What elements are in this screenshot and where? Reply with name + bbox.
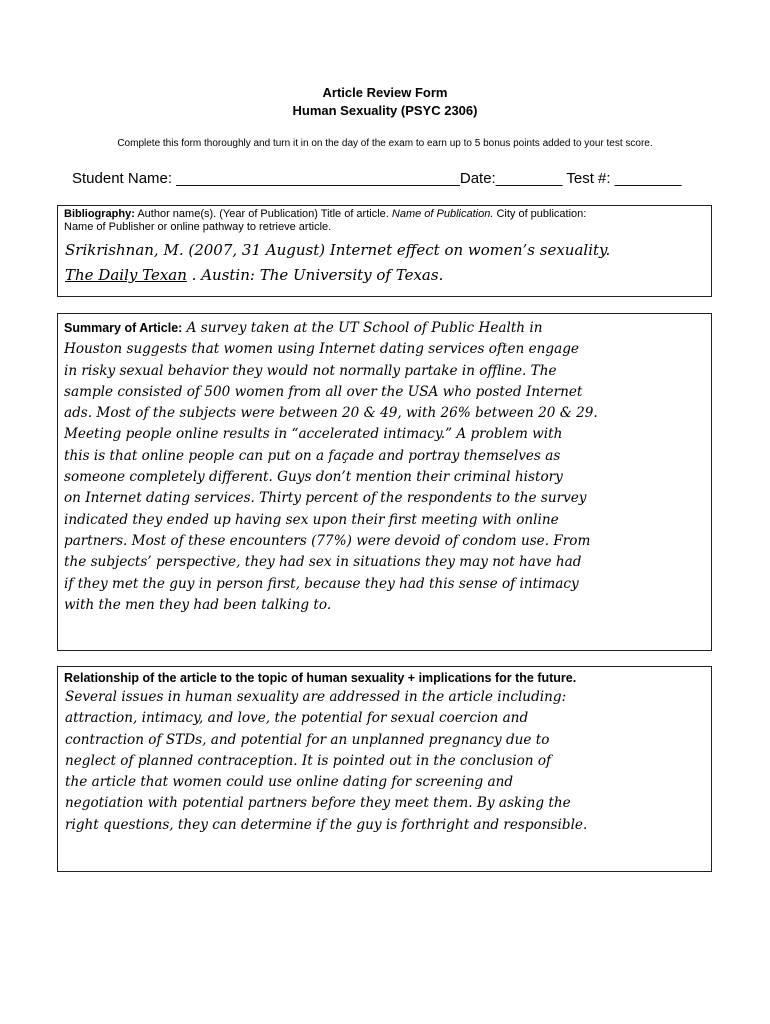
- form-instructions: Complete this form thoroughly and turn it in on the day of the exam to earn up to 5 bonus points added to your test score.: [117, 138, 653, 149]
- bibliography-format-line2: Name of Publisher or online pathway to retrieve article.: [64, 221, 332, 233]
- summary-text: [64, 318, 709, 616]
- course-title: Human Sexuality (PSYC 2306): [292, 103, 478, 118]
- relationship-box: [57, 666, 712, 872]
- bibliography-entry-line2: [65, 263, 705, 288]
- summary-line: on Internet dating services. Thirty percent of the respondents to the survey: [64, 490, 587, 507]
- relationship-line: right questions, they can determine if the guy is forthright and responsible.: [65, 816, 588, 833]
- relationship-line: attraction, intimacy, and love, the potential for sexual coercion and: [65, 710, 529, 727]
- summary-line: indicated they ended up having sex upon their first meeting with online: [64, 511, 559, 528]
- summary-line: sample consisted of 500 women from all over the USA who posted Internet: [64, 383, 583, 400]
- summary-line: this is that online people can put on a façade and portray themselves as: [64, 447, 561, 464]
- summary-line: with the men they had been talking to.: [64, 596, 332, 613]
- bibliography-label: Bibliography:: [64, 208, 135, 220]
- summary-box: [57, 313, 712, 651]
- relationship-label: Relationship of the article to the topic of human sexuality + implications for the future.: [64, 671, 577, 685]
- relationship-line: contraction of STDs, and potential for an unplanned pregnancy due to: [65, 731, 550, 748]
- publication-city: . Austin: The University of Texas.: [186, 266, 444, 284]
- summary-line: ads. Most of the subjects were between 20 & 49, with 26% between 20 & 29.: [64, 405, 598, 422]
- bibliography-instructions: [58, 206, 711, 234]
- summary-line: if they met the guy in person first, because they had this sense of intimacy: [64, 575, 579, 592]
- relationship-line: negotiation with potential partners before they meet them. By asking the: [65, 795, 571, 812]
- student-info-row: Student Name: __________________________________Date:________ Test #: ________: [72, 170, 682, 187]
- summary-line: Houston suggests that women using Internet dating services often engage: [64, 341, 579, 358]
- relationship-line: the article that women could use online dating for screening and: [65, 774, 514, 791]
- relationship-line: neglect of planned contraception. It is pointed out in the conclusion of: [65, 752, 552, 769]
- summary-line: in risky sexual behavior they would not normally partake in offline. The: [64, 362, 557, 379]
- relationship-line: Several issues in human sexuality are addressed in the article including:: [65, 689, 567, 705]
- form-title: Article Review Form: [322, 85, 448, 100]
- bibliography-format-2: City of publication:: [493, 208, 587, 220]
- bibliography-entry: [58, 234, 711, 288]
- summary-line: someone completely different. Guys don’t mention their criminal history: [64, 469, 563, 486]
- bibliography-format-publication: Name of Publication.: [391, 208, 494, 220]
- summary-first-line: [64, 318, 709, 339]
- bibliography-entry-line1: Srikrishnan, M. (2007, 31 August) Internet effect on women’s sexuality.: [65, 241, 611, 259]
- summary-line: partners. Most of these encounters (77%) were devoid of condom use. From: [64, 532, 591, 549]
- bibliography-format-1: Author name(s). (Year of Publication) Title of article.: [134, 208, 392, 220]
- summary-label: Summary of Article:: [64, 321, 183, 335]
- summary-line-0: A survey taken at the UT School of Public Health in: [186, 320, 543, 336]
- summary-line: Meeting people online results in “accelerated intimacy.” A problem with: [64, 426, 563, 443]
- summary-line: the subjects’ perspective, they had sex in situations they may not have had: [64, 554, 582, 571]
- publication-name: The Daily Texan: [65, 266, 187, 284]
- bibliography-box: [57, 205, 712, 297]
- relationship-text: [65, 687, 710, 836]
